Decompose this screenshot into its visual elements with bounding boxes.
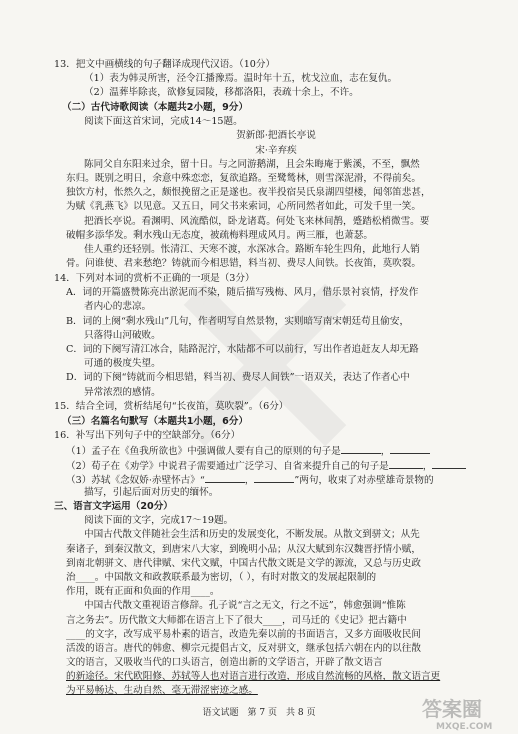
q14-option-d-2: 异常浓烈的感情。 xyxy=(84,386,161,398)
q14-option-a-1: A．词的开篇盛赞陈亮出淤泥而不染，随后描写残梅、风月，借乐景衬哀情，抒发作 xyxy=(66,287,419,299)
section-recitation xyxy=(54,415,486,500)
section-3-title: （三）名篇名句默写（本题共1小题，6分） xyxy=(62,416,249,427)
q14-option-d-1: D．词的下阕“铸就而今相思错，料当初、费尽人间铁”一语双关，表达了作者心中 xyxy=(66,372,410,384)
para1-line-3: 到南北朝骈文、唐代律赋、宋代文赋，中国古代散文既是文学的源流，又总与历史政 xyxy=(66,557,421,569)
para2-line-1: 中国古代散文重视语言修辞。孔子说“言之无文，行之不远”，韩愈强调“惟陈 xyxy=(84,600,406,612)
q13-sentence-2: （2）温葬毕除丧，欲修复园陵，移都洛阳，表疏十余上，不许。 xyxy=(84,87,359,99)
watermark-logo-icon xyxy=(418,692,514,732)
para1-line-4: 治____。中国散文和政教联系最为密切，（ ），有时对散文的发展起限制的 xyxy=(66,571,377,583)
preface-line-1: 陈同父自东阳来过余，留十日。与之同游鹅湖，且会朱晦庵于紫溪，不至，飘然 xyxy=(84,158,420,170)
q13-head: 13．把文中画横线的句子翻译成现代汉语。（10分） xyxy=(54,59,276,70)
para2-line-5: 文的语言，又吸收当代的口头语言，创造出新的文学语言，开辟了散文语言 xyxy=(66,657,383,669)
q14-option-c-1: C．词的下阕写清江冰合，陆路泥泞，水陆都不可以前行，写出作者追赶友人却无路 xyxy=(66,343,419,355)
section-2-title: （二）古代诗歌阅读（本题共2小题，9分） xyxy=(62,102,249,113)
para1-line-2: 秦诸子，到秦汉散文，到唐宋八大家，到晚明小品；从汉大赋到东汉魏晋抒情小赋， xyxy=(66,543,421,555)
q14-option-b-1: B．词的上阕“剩水残山”几句，作者明写自然景物，实则暗写南宋朝廷苟且偷安， xyxy=(66,315,410,327)
q16-item-2: （2）荀子在《劝学》中说君子需要通过广泛学习、自省来提升自己的句子是 ， xyxy=(66,458,486,472)
answer-blank[interactable] xyxy=(341,443,381,454)
section-language xyxy=(54,500,486,699)
question-15 xyxy=(54,400,486,414)
poem-line-2: 破帽多添华发。剩水残山无态度，被疏梅料理成风月。两三雁，也萧瑟。 xyxy=(66,229,373,241)
poem-line-1: 把酒长亭说。看渊明、风流酷似，卧龙诸葛。何处飞来林间鹊，蹙踏松梢微雪。要 xyxy=(84,215,430,227)
para2-line-2: 言之务去”。历代散文大师都在语言上下了很大____，司马迁的《史记》把古籍中 xyxy=(66,614,407,626)
answer-blank[interactable] xyxy=(254,472,294,483)
para2-line-4: 活泼的语言。唐代的韩愈、柳宗元提倡古文，反对骈文，继承包括六朝在内的以往散 xyxy=(66,642,421,654)
preface-line-3: 独饮方村，怅然久之，颇恨挽留之正是遂也。夜半投宿吴氏泉湖四望楼，闻邻笛悲甚， xyxy=(66,187,431,199)
q14-option-c-2: 可通的极度失望。 xyxy=(84,358,161,370)
svg-text:MXQE.COM: MXQE.COM xyxy=(436,722,493,732)
answer-blank[interactable] xyxy=(389,458,423,469)
para2-line-3: ____的文字，改写成平易朴素的语言，改造先秦以前的书面语言，又多方面吸收民间 xyxy=(66,628,421,640)
section-4-title: 三、语言文字运用（20分） xyxy=(54,501,173,512)
para1-line-1: 中国古代散文伴随社会生活和历史的发展变化，不断发展。从散文到骈文；从先 xyxy=(84,529,420,541)
answer-blank[interactable] xyxy=(205,472,245,483)
q16-item-1: （1）孟子在《鱼我所欲也》中强调做人要有自己的原则的句子是 ， xyxy=(66,443,486,457)
q14-option-a-2: 者内心的悲凉。 xyxy=(84,301,152,313)
q16-head: 16．补写出下列句子中的空缺部分。（6分） xyxy=(54,430,241,442)
question-14 xyxy=(54,272,486,400)
question-13 xyxy=(54,58,486,101)
para1-line-5: 作用，既有正面和负面的作用____。 xyxy=(66,586,220,598)
section-poetry xyxy=(62,101,486,271)
poem-author: 宋·辛弃疾 xyxy=(255,144,297,156)
preface-line-2: 东归。既别之明日，余意中殊恋恋，复欲追路。至鹭鸶林，则雪深泥滑，不得前矣。 xyxy=(66,172,421,184)
section-2-intro: 阅读下面这首宋词，完成14～15题。 xyxy=(84,116,243,128)
q16-item-3-cont: 描写，引起后面对历史的缅怀。 xyxy=(84,486,219,498)
para2-line-6-underlined: 的新途径。宋代欧阳修、苏轼等人也对语言进行改造，形成自然流畅的风格，散文语言更 xyxy=(66,671,441,683)
preface-line-4: 为赋《乳燕飞》以见意。又五日，同父书来索词，心所同然者如此，可发千里一笑。 xyxy=(66,201,421,213)
para2-line-7-underlined: 为平易畅达、生动自然、毫无滞涩密迹之感。 xyxy=(66,685,258,697)
poem-line-4: 骨。问谁使、君来愁绝？铸就而今相思错，料当初、费尽人间铁。长夜笛，莫吹裂。 xyxy=(66,258,421,270)
q14-option-b-2: 只落得山河破败。 xyxy=(84,329,161,341)
poem-line-3: 佳人重约还轻别。怅清江、天寒不渡，水深冰合。路断车轮生四角，此地行人销 xyxy=(84,243,420,255)
q14-head: 14．下列对本词的赏析不正确的一项是（3分） xyxy=(54,273,255,284)
svg-text:答案圈: 答案圈 xyxy=(422,697,482,721)
poem-title: 贺新郎·把酒长亭说 xyxy=(236,130,316,142)
q15-head: 15．结合全词，赏析结尾句“长夜笛，莫吹裂”。（6分） xyxy=(54,401,289,412)
page-footer: 语文试题 第 7 页 共 8 页 xyxy=(202,708,316,718)
q13-sentence-1: （1）表为韩灵所害，泾令江播豫焉。温时年十五，枕戈泣血，志在复仇。 xyxy=(84,73,398,85)
answer-blank[interactable] xyxy=(390,443,430,454)
section-4-intro: 阅读下面的文字，完成17～19题。 xyxy=(84,515,234,527)
q16-item-3: （3）苏轼《念奴娇·赤壁怀古》“ ， ”两句，收束了对赤壁雄奇景物的 xyxy=(66,472,486,486)
answer-blank[interactable] xyxy=(432,458,466,469)
